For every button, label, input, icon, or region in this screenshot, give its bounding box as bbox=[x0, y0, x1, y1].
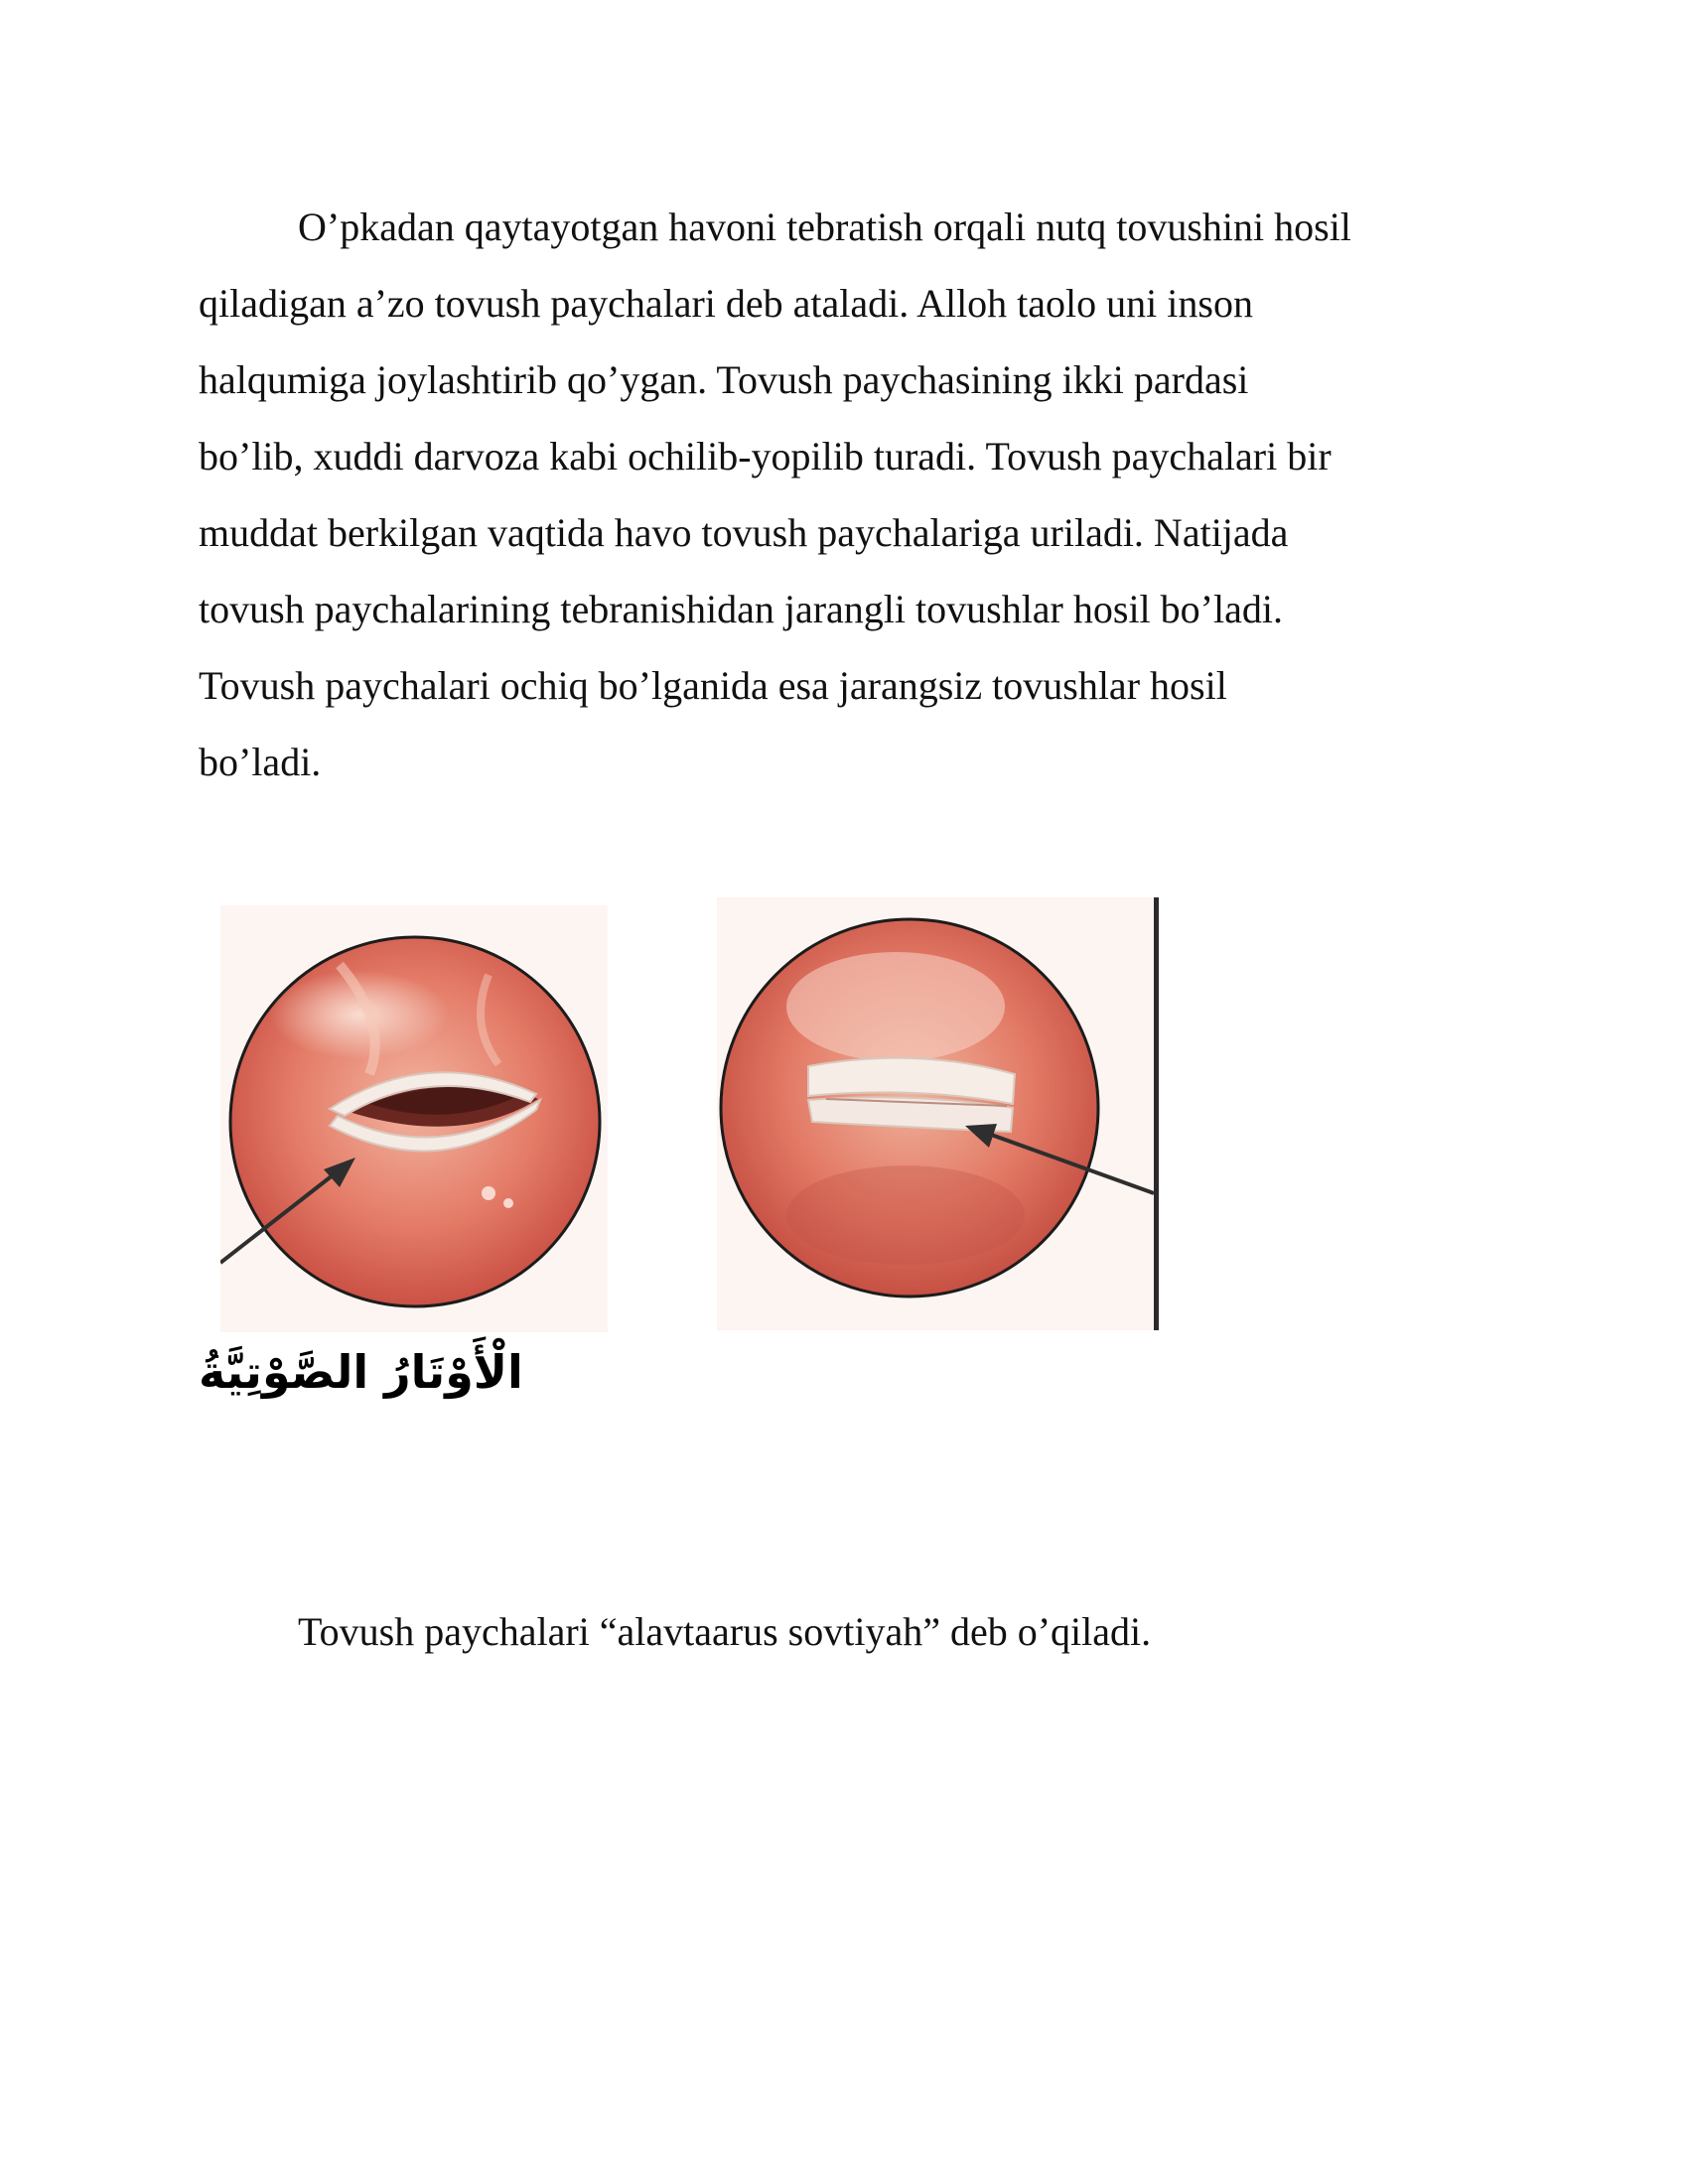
caption: Tovush paychalari “alavtaarus sovtiyah” deb o’qiladi. bbox=[298, 1609, 1152, 1654]
paragraph-line: tovush paychalarining tebranishidan jarangli tovushlar hosil bo’ladi. bbox=[199, 587, 1283, 631]
vocal-cords-closed-image bbox=[717, 897, 1162, 1330]
arabic-term: الْأَوْتَارُ الصَّوْتِيَّةُ bbox=[199, 1345, 523, 1399]
paragraph-line: qiladigan a’zo tovush paychalari deb ataladi. Alloh taolo uni inson bbox=[199, 281, 1253, 326]
paragraph-line: bo’ladi. bbox=[199, 740, 322, 784]
paragraph-line: bo’lib, xuddi darvoza kabi ochilib-yopilib turadi. Tovush paychalari bir bbox=[199, 434, 1332, 478]
body-paragraph bbox=[199, 189, 1509, 800]
paragraph-line: muddat berkilgan vaqtida havo tovush paychalariga uriladi. Natijada bbox=[199, 510, 1289, 555]
paragraph-line: halqumiga joylashtirib qo’ygan. Tovush paychasining ikki pardasi bbox=[199, 357, 1249, 402]
paragraph-line: Tovush paychalari ochiq bo’lganida esa jarangsiz tovushlar hosil bbox=[199, 663, 1227, 708]
paragraph-line: O’pkadan qaytayotgan havoni tebratish orqali nutq tovushini hosil bbox=[298, 205, 1351, 249]
vocal-cords-open-image bbox=[220, 905, 608, 1332]
